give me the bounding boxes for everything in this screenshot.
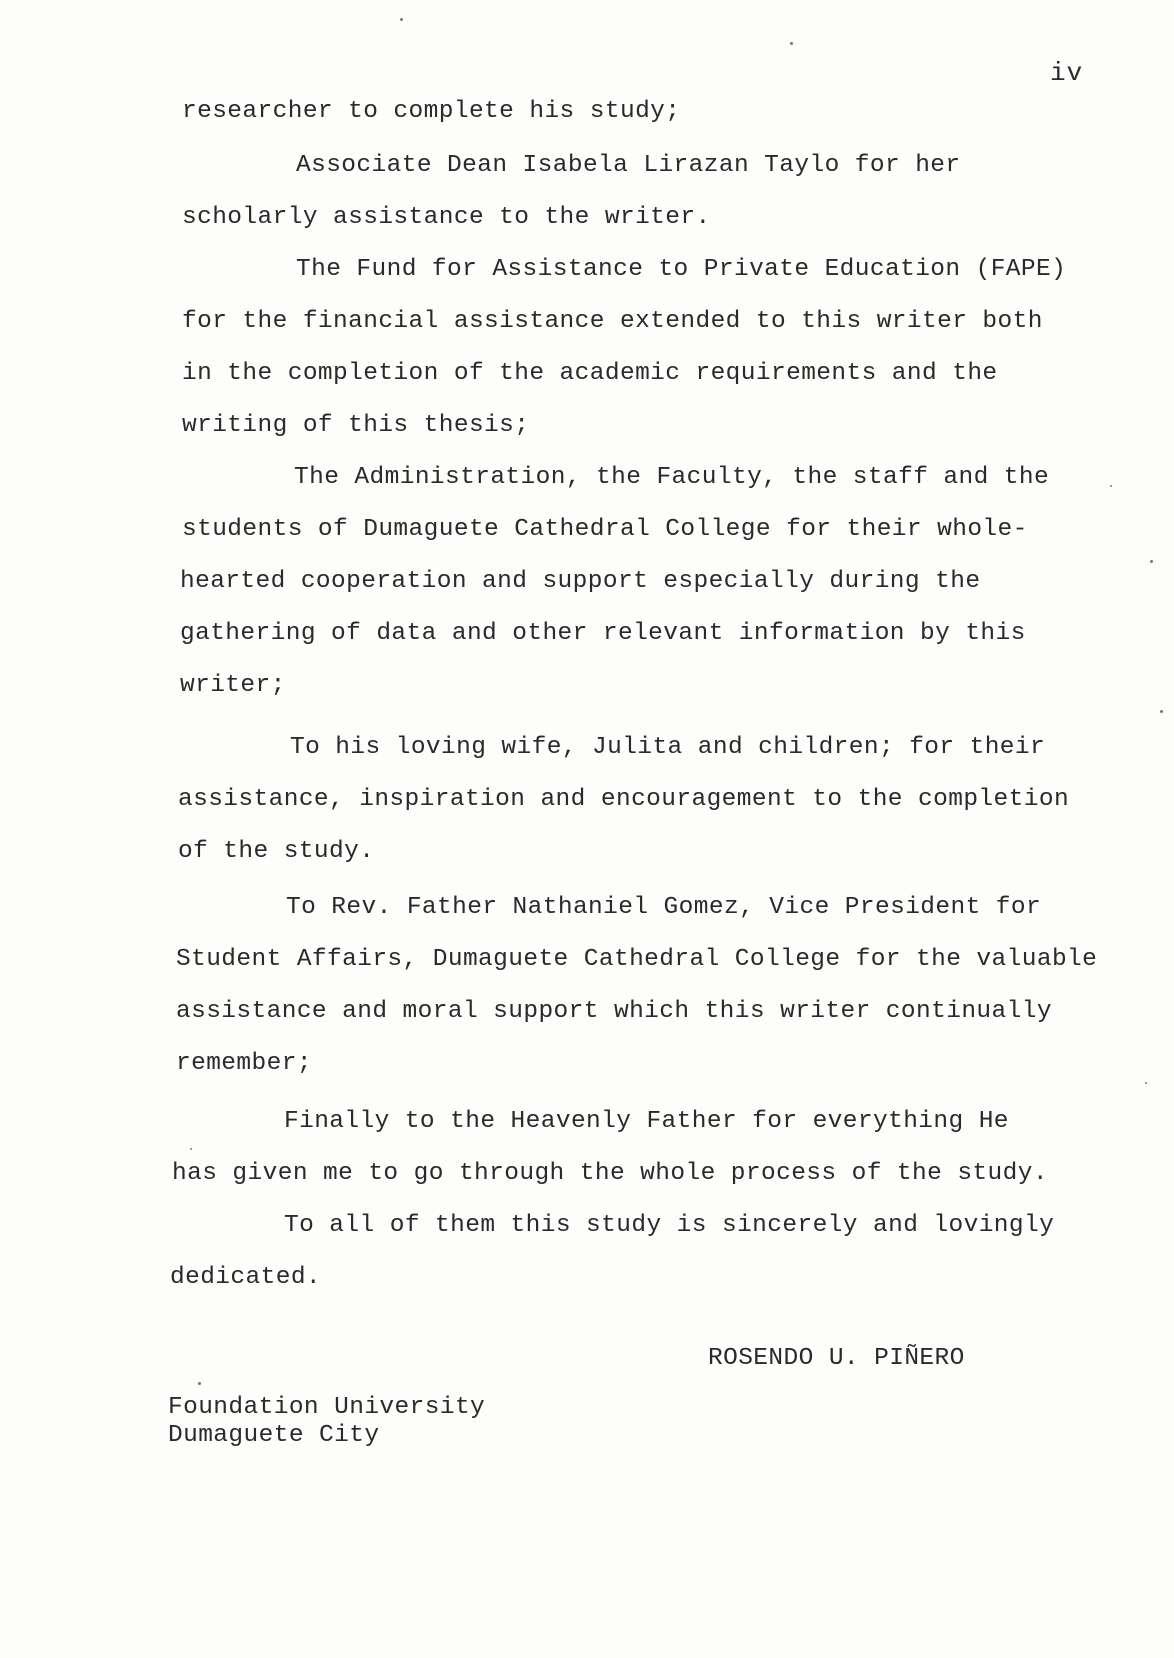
institution-name: Foundation University xyxy=(168,1394,486,1421)
page-number: iv xyxy=(1050,58,1084,88)
text-line: To his loving wife, Julita and children; for their xyxy=(290,734,1046,761)
scan-speck xyxy=(190,1148,192,1150)
text-line: in the completion of the academic requirements and the xyxy=(182,360,998,387)
text-line: writer; xyxy=(180,672,286,699)
text-line: Finally to the Heavenly Father for everything He xyxy=(284,1108,1009,1135)
text-line: writing of this thesis; xyxy=(182,412,530,439)
scan-speck xyxy=(1160,710,1163,713)
text-line: assistance and moral support which this writer continually xyxy=(176,998,1052,1025)
text-line: students of Dumaguete Cathedral College for their whole- xyxy=(182,516,1028,543)
text-line: gathering of data and other relevant information by this xyxy=(180,620,1026,647)
scan-speck xyxy=(1110,485,1112,487)
institution-city: Dumaguete City xyxy=(168,1422,380,1449)
text-line: To Rev. Father Nathaniel Gomez, Vice President for xyxy=(286,894,1042,921)
text-line: for the financial assistance extended to this writer both xyxy=(182,308,1043,335)
text-line: remember; xyxy=(176,1050,312,1077)
text-line: has given me to go through the whole process of the study. xyxy=(172,1160,1048,1187)
text-line: researcher to complete his study; xyxy=(182,98,681,125)
text-line: scholarly assistance to the writer. xyxy=(182,204,711,231)
text-line: assistance, inspiration and encouragement to the completion xyxy=(178,786,1070,813)
text-line: The Fund for Assistance to Private Education (FAPE) xyxy=(296,256,1067,283)
text-line: Associate Dean Isabela Lirazan Taylo for her xyxy=(296,152,961,179)
text-line: Student Affairs, Dumaguete Cathedral College for the valuable xyxy=(176,946,1098,973)
text-line: The Administration, the Faculty, the staff and the xyxy=(294,464,1050,491)
scan-speck xyxy=(790,42,793,45)
text-line: hearted cooperation and support especially during the xyxy=(180,568,981,595)
scan-speck xyxy=(1150,560,1153,563)
text-line: dedicated. xyxy=(170,1264,322,1291)
scan-speck xyxy=(198,1382,201,1385)
text-line: To all of them this study is sincerely and lovingly xyxy=(284,1212,1055,1239)
text-line: of the study. xyxy=(178,838,375,865)
scan-speck xyxy=(1145,1082,1147,1084)
signature-name: ROSENDO U. PIÑERO xyxy=(708,1345,965,1372)
scan-speck xyxy=(400,18,403,21)
